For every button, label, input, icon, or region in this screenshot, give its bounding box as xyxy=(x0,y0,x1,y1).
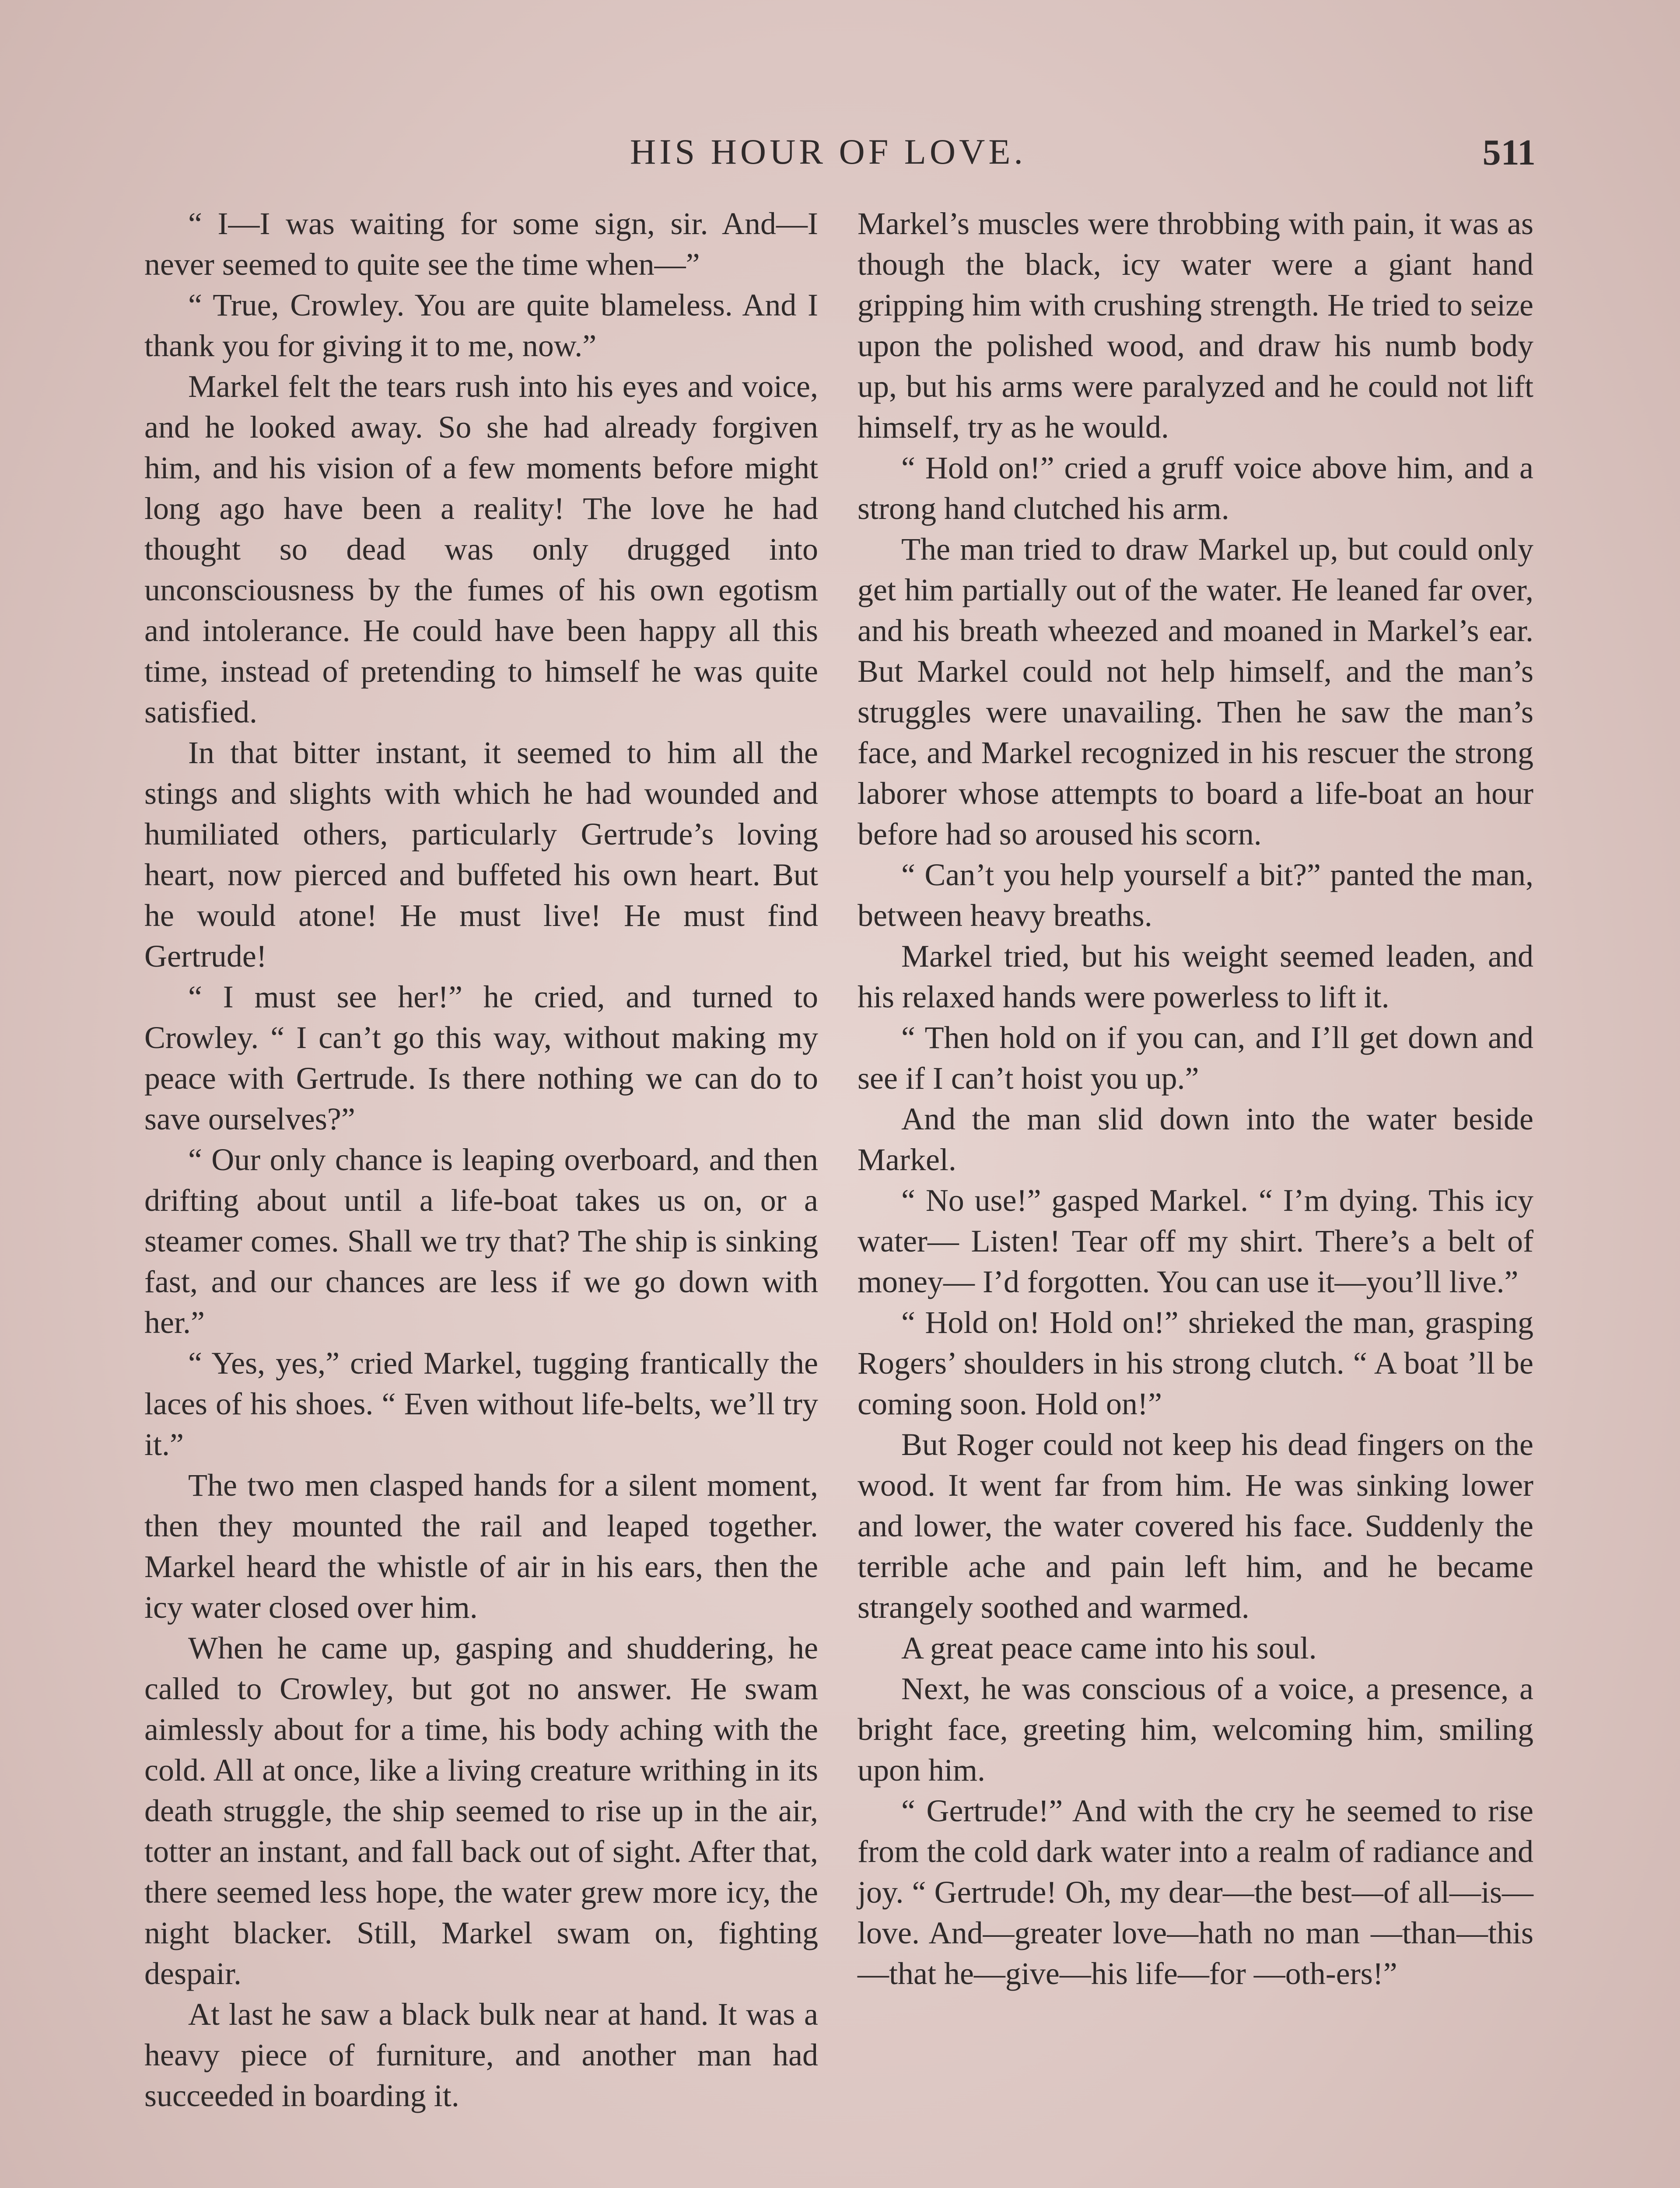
right-column-paragraph: And the man slid down into the water beside Markel. xyxy=(858,1101,1533,1177)
right-column-paragraph: “ Gertrude!” And with the cry he seemed to rise from the cold dark water into a realm of radiance and joy. “ Gertrude! Oh, my dear—the best—of all—is—love. And—greater love—hath no man —than—this—that he—give—his life—for —oth-ers!” xyxy=(858,1793,1533,1991)
right-column-paragraph: “ Then hold on if you can, and I’ll get down and see if I can’t hoist you up.” xyxy=(858,1020,1533,1096)
left-column-paragraph: “ I must see her!” he cried, and turned to Crowley. “ I can’t go this way, without making my peace with Gertrude. Is there nothing we can do to save ourselves?” xyxy=(144,979,818,1136)
right-column-paragraph: A great peace came into his soul. xyxy=(901,1630,1317,1666)
left-column-paragraph: “ True, Crowley. You are quite blameless. And I thank you for giving it to me, now.” xyxy=(144,288,818,363)
left-column-paragraph: “ Our only chance is leaping overboard, and then drifting about until a life-boat takes us on, or a steamer comes. Shall we try that? The ship is sinking fast, and our chances are less if we go down with her.” xyxy=(144,1142,818,1340)
right-column-paragraph: “ Hold on!” cried a gruff voice above him, and a strong hand clutched his arm. xyxy=(858,450,1533,526)
running-head xyxy=(0,131,1680,175)
running-title: HIS HOUR OF LOVE. xyxy=(630,132,1026,172)
right-column-paragraph: The man tried to draw Markel up, but could only get him partially out of the water. He leaned far over, and his breath wheezed and moaned in Markel’s ear. But Markel could not help himself, and the man’s struggles were unavailing. Then he saw the man’s face, and Markel recognized in his rescuer the strong laborer whose attempts to board a life-boat an hour before had so aroused his scorn. xyxy=(858,532,1533,852)
right-column-paragraph: “ Can’t you help yourself a bit?” panted the man, between heavy breaths. xyxy=(858,857,1533,933)
left-column-paragraph: The two men clasped hands for a silent moment, then they mounted the rail and leaped together. Markel heard the whistle of air in his ears, then the icy water closed over him. xyxy=(144,1468,818,1625)
right-column xyxy=(858,203,1533,1994)
right-column-paragraph: “ No use!” gasped Markel. “ I’m dying. This icy water— Listen! Tear off my shirt. There’s a belt of money— I’d forgotten. You can use it—you’ll live.” xyxy=(858,1183,1533,1299)
left-column-paragraph: At last he saw a black bulk near at hand. It was a heavy piece of furniture, and another man had succeeded in boarding it. xyxy=(144,1997,818,2113)
right-column-paragraph: “ Hold on! Hold on!” shrieked the man, grasping Rogers’ shoulders in his strong clutch. “ A boat ’ll be coming soon. Hold on!” xyxy=(858,1305,1533,1421)
right-column-paragraph: Next, he was conscious of a voice, a presence, a bright face, greeting him, welcoming him, smiling upon him. xyxy=(858,1671,1533,1788)
right-column-paragraph: But Roger could not keep his dead fingers on the wood. It went far from him. He was sinking lower and lower, the water covered his face. Suddenly the terrible ache and pain left him, and he became strangely soothed and warmed. xyxy=(858,1427,1533,1625)
left-column-paragraph: When he came up, gasping and shuddering, he called to Crowley, but got no answer. He swam aimlessly about for a time, his body aching with the cold. All at once, like a living creature writhing in its death struggle, the ship seemed to rise up in the air, totter an instant, and fall back out of sight. After that, there seemed less hope, the water grew more icy, the night blacker. Still, Markel swam on, fighting despair. xyxy=(144,1630,818,1991)
page-number: 511 xyxy=(1482,132,1536,173)
left-column-paragraph: In that bitter instant, it seemed to him all the stings and slights with which he had wounded and humiliated others, particularly Gertrude’s loving heart, now pierced and buffeted his own heart. But he would atone! He must live! He must find Gertrude! xyxy=(144,735,818,974)
left-column xyxy=(144,203,818,2116)
right-column-paragraph: Markel tried, but his weight seemed leaden, and his relaxed hands were powerless to lift it. xyxy=(858,939,1533,1014)
right-column-paragraph: Markel’s muscles were throbbing with pain, it was as though the black, icy water were a giant hand gripping him with crushing strength. He tried to seize upon the polished wood, and draw his numb body up, but his arms were paralyzed and he could not lift himself, try as he would. xyxy=(858,206,1533,445)
left-column-paragraph: “ Yes, yes,” cried Markel, tugging frantically the laces of his shoes. “ Even without life-belts, we’ll try it.” xyxy=(144,1346,818,1462)
left-column-paragraph: Markel felt the tears rush into his eyes and voice, and he looked away. So she had already forgiven him, and his vision of a few moments before might long ago have been a reality! The love he had thought so dead was only drugged into unconsciousness by the fumes of his own egotism and intolerance. He could have been happy all this time, instead of pretending to himself he was quite satisfied. xyxy=(144,369,818,729)
left-column-paragraph: “ I—I was waiting for some sign, sir. And—I never seemed to quite see the time when—” xyxy=(144,206,818,282)
